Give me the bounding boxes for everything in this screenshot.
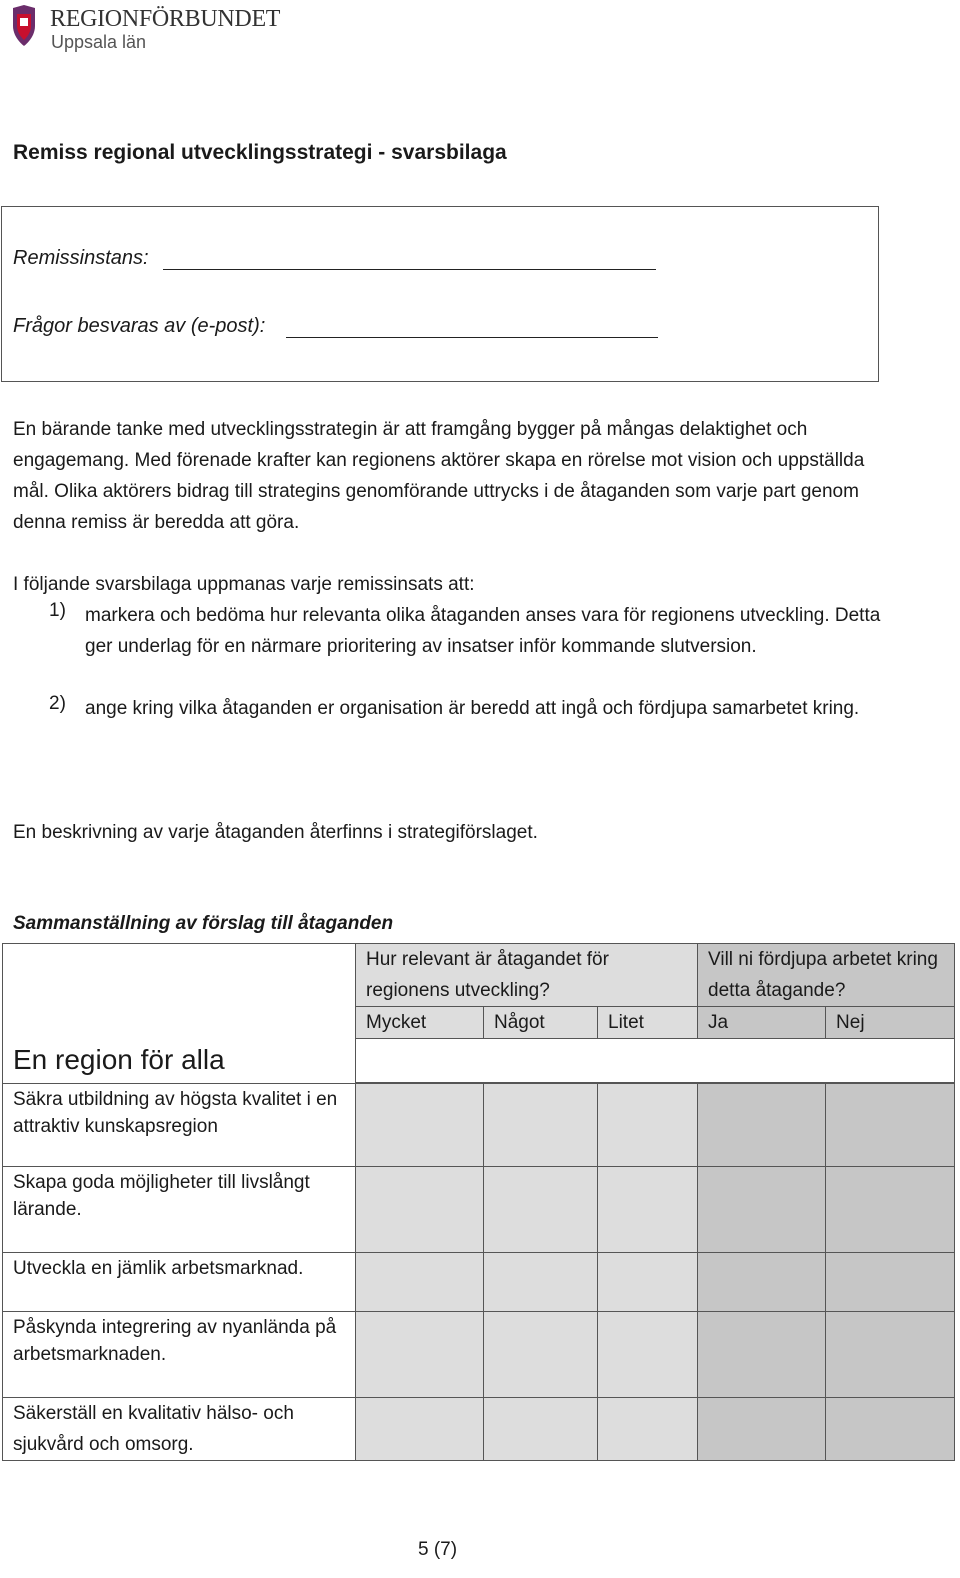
contact-email-field[interactable] <box>286 337 658 338</box>
cell-nagot[interactable] <box>484 1253 598 1312</box>
cell-nej[interactable] <box>826 1312 955 1398</box>
instruction-lead-text: I följande svarsbilaga uppmanas varje remissinsats att: <box>13 574 475 595</box>
col-litet: Litet <box>598 1007 698 1039</box>
table-row <box>3 1253 955 1312</box>
page-number: 5 (7) <box>418 1539 458 1560</box>
row-label: Säkerställ en kvalitativ hälso- och sjukvård och omsorg. <box>3 1398 356 1461</box>
cell-litet[interactable] <box>598 1253 698 1312</box>
remissinstans-label: Remissinstans: <box>13 247 149 269</box>
cell-ja[interactable] <box>698 1253 826 1312</box>
cell-nagot[interactable] <box>484 1398 598 1461</box>
remissinstans-field[interactable] <box>163 269 656 270</box>
table-row <box>3 1312 955 1398</box>
cell-litet[interactable] <box>598 1312 698 1398</box>
description-note-text: En beskrivning av varje åtaganden återfinns i strategiförslaget. <box>13 822 538 843</box>
commitments-rows <box>2 1083 955 1461</box>
row-label: Utveckla en jämlik arbetsmarknad. <box>3 1253 356 1312</box>
list-number-1: 1) <box>49 600 66 621</box>
cell-litet[interactable] <box>598 1398 698 1461</box>
intro-text: En bärande tanke med utvecklingsstrategin är att framgång bygger på mångas delaktighet och engagemang. Med förenade krafter kan regionens aktörer skapa en rörelse mot vision och uppställda mål. Olika aktörers bidrag till strategins genomförande uttrycks i de åtaganden som varje part genom denna remiss är beredda att göra. <box>13 419 865 533</box>
logo <box>10 4 310 56</box>
cell-nej[interactable] <box>826 1398 955 1461</box>
cell-ja[interactable] <box>698 1312 826 1398</box>
list-number-2: 2) <box>49 693 66 714</box>
cell-nagot[interactable] <box>484 1312 598 1398</box>
cell-mycket[interactable] <box>356 1167 484 1253</box>
list-item-1: markera och bedöma hur relevanta olika åtaganden anses vara för regionens utveckling. Detta ger underlag för en närmare prioritering av insatser inför kommande slutversion. <box>85 605 881 657</box>
cell-litet[interactable] <box>598 1167 698 1253</box>
col-mycket: Mycket <box>356 1007 484 1039</box>
cell-ja[interactable] <box>698 1398 826 1461</box>
list-item-2: ange kring vilka åtaganden er organisation är beredd att ingå och fördjupa samarbetet kring. <box>85 698 860 719</box>
table-header-row <box>3 944 955 1007</box>
cell-mycket[interactable] <box>356 1398 484 1461</box>
cell-nagot[interactable] <box>484 1084 598 1167</box>
cell-nagot[interactable] <box>484 1167 598 1253</box>
cell-ja[interactable] <box>698 1167 826 1253</box>
cell-ja[interactable] <box>698 1084 826 1167</box>
deepen-header: Vill ni fördjupa arbetet kring detta åtagande? <box>698 944 955 1007</box>
col-nej: Nej <box>826 1007 955 1039</box>
table-row <box>3 1084 955 1167</box>
row-label: Påskynda integrering av nyanlända på arbetsmarknaden. <box>3 1312 356 1398</box>
table-section-title: Sammanställning av förslag till åtaganden <box>13 913 394 934</box>
relevance-header: Hur relevant är åtagandet för regionens utveckling? <box>356 944 698 1007</box>
logo-name: REGIONFÖRBUNDET <box>50 6 281 32</box>
logo-subtitle: Uppsala län <box>51 32 147 52</box>
row-label: Säkra utbildning av högsta kvalitet i en attraktiv kunskapsregion <box>3 1084 356 1167</box>
cell-mycket[interactable] <box>356 1084 484 1167</box>
cell-mycket[interactable] <box>356 1253 484 1312</box>
row-label: Skapa goda möjligheter till livslångt lärande. <box>3 1167 356 1253</box>
region-spacer <box>356 1039 955 1083</box>
table-row <box>3 1167 955 1253</box>
contact-label: Frågor besvaras av (e-post): <box>13 315 266 337</box>
logo-mark-icon <box>10 4 38 52</box>
cell-mycket[interactable] <box>356 1312 484 1398</box>
cell-nej[interactable] <box>826 1253 955 1312</box>
respondent-box <box>1 206 879 382</box>
page-title: Remiss regional utvecklingsstrategi - svarsbilaga <box>13 141 507 164</box>
cell-litet[interactable] <box>598 1084 698 1167</box>
cell-nej[interactable] <box>826 1084 955 1167</box>
col-nagot: Något <box>484 1007 598 1039</box>
intro-paragraph <box>13 414 893 538</box>
region-title: En region för alla <box>13 1044 225 1075</box>
description-note <box>13 817 893 848</box>
col-ja: Ja <box>698 1007 826 1039</box>
instruction-lead <box>13 569 893 600</box>
cell-nej[interactable] <box>826 1167 955 1253</box>
table-row <box>3 1398 955 1461</box>
